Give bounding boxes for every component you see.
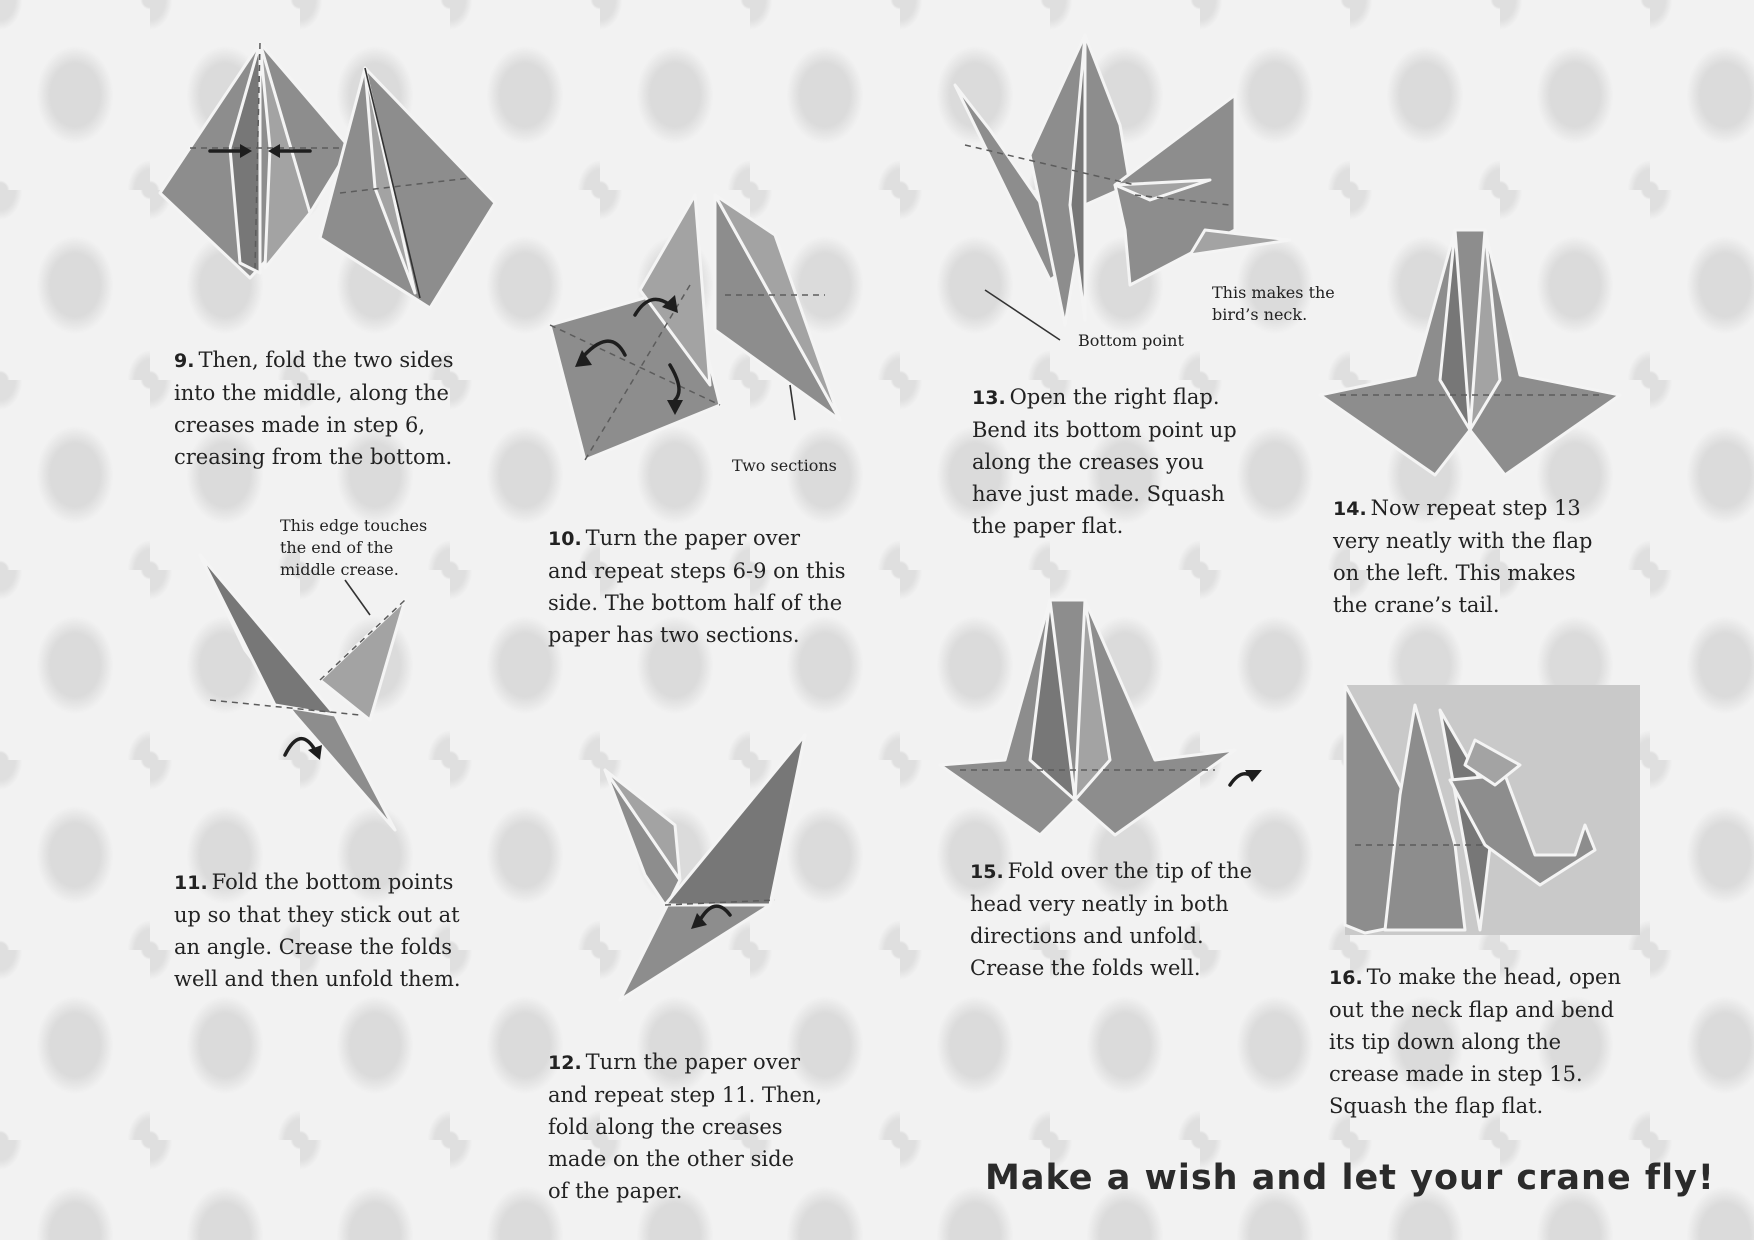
annotation-neck-line-1: This makes the	[1212, 283, 1335, 302]
step-16-number: 16.	[1329, 967, 1363, 989]
annotation-edge-line-2: the end of the	[280, 538, 394, 557]
step-15-line-3: directions and unfold.	[970, 924, 1204, 948]
step-11-line-4: well and then unfold them.	[174, 967, 461, 991]
step-13-line-2: Bend its bottom point up	[972, 418, 1237, 442]
step-10-number: 10.	[548, 528, 582, 550]
step-12-number: 12.	[548, 1052, 582, 1074]
step-9-figure-right	[320, 68, 495, 308]
step-12-figure	[605, 735, 805, 1000]
step-9-line-3: creases made in step 6,	[174, 413, 426, 437]
step-11-line-1: Fold the bottom points	[211, 870, 454, 894]
step-14-line-3: on the left. This makes	[1333, 561, 1576, 585]
step-13-line-4: have just made. Squash	[972, 482, 1225, 506]
step-15-figure	[940, 600, 1260, 835]
step-15-text	[970, 855, 1252, 984]
step-16-text	[1329, 961, 1621, 1122]
step-13-number: 13.	[972, 387, 1006, 409]
step-12-line-5: of the paper.	[548, 1179, 683, 1203]
step-16-line-4: crease made in step 15.	[1329, 1062, 1583, 1086]
step-13-line-1: Open the right flap.	[1009, 385, 1220, 409]
step-12-text	[548, 1046, 822, 1207]
step-14-line-2: very neatly with the flap	[1333, 529, 1593, 553]
step-10-line-1: Turn the paper over	[585, 526, 801, 550]
step-10-text	[548, 522, 845, 651]
step-9-line-4: creasing from the bottom.	[174, 445, 453, 469]
annotation-bottom-point: Bottom point	[1078, 331, 1184, 350]
step-15-line-2: head very neatly in both	[970, 892, 1229, 916]
slogan: Make a wish and let your crane fly!	[985, 1158, 1715, 1198]
step-10-figure-left	[540, 195, 720, 460]
annotation-edge-line-1: This edge touches	[280, 516, 428, 535]
step-16-line-3: its tip down along the	[1329, 1030, 1562, 1054]
step-10-figure-right	[715, 195, 845, 420]
annotation-two-sections: Two sections	[732, 456, 837, 475]
step-16-line-1: To make the head, open	[1366, 965, 1621, 989]
step-16-line-5: Squash the flap flat.	[1329, 1094, 1544, 1118]
annotation-edge-line-3: middle crease.	[280, 560, 399, 579]
step-13-line-5: the paper flat.	[972, 514, 1124, 538]
step-11-number: 11.	[174, 872, 208, 894]
step-16-line-2: out the neck flap and bend	[1329, 998, 1615, 1022]
step-11-figure	[200, 555, 410, 830]
step-14-line-4: the crane’s tail.	[1333, 593, 1500, 617]
step-14-text	[1333, 492, 1592, 621]
annotation-edge-touches	[280, 515, 427, 581]
step-11-text	[174, 866, 461, 995]
step-9-number: 9.	[174, 350, 195, 372]
step-12-line-4: made on the other side	[548, 1147, 795, 1171]
step-11-line-2: up so that they stick out at	[174, 903, 460, 927]
step-10-line-3: side. The bottom half of the	[548, 591, 843, 615]
step-9-text	[174, 344, 453, 473]
step-10-line-2: and repeat steps 6-9 on this	[548, 559, 846, 583]
step-9-line-1: Then, fold the two sides	[198, 348, 454, 372]
step-12-line-3: fold along the creases	[548, 1115, 783, 1139]
step-15-line-1: Fold over the tip of the	[1007, 859, 1253, 883]
annotation-neck-line-2: bird’s neck.	[1212, 305, 1308, 324]
step-12-line-1: Turn the paper over	[585, 1050, 801, 1074]
step-13-line-3: along the creases you	[972, 450, 1205, 474]
annotation-birds-neck	[1212, 282, 1335, 326]
step-10-line-4: paper has two sections.	[548, 623, 800, 647]
step-11-line-3: an angle. Crease the folds	[174, 935, 453, 959]
step-14-line-1: Now repeat step 13	[1370, 496, 1581, 520]
step-13-text	[972, 381, 1237, 542]
step-15-number: 15.	[970, 861, 1004, 883]
step-14-figure	[1320, 230, 1620, 475]
step-12-line-2: and repeat step 11. Then,	[548, 1083, 823, 1107]
step-15-line-4: Crease the folds well.	[970, 956, 1201, 980]
step-9-line-2: into the middle, along the	[174, 381, 449, 405]
step-14-number: 14.	[1333, 498, 1367, 520]
step-16-figure	[1345, 685, 1640, 935]
